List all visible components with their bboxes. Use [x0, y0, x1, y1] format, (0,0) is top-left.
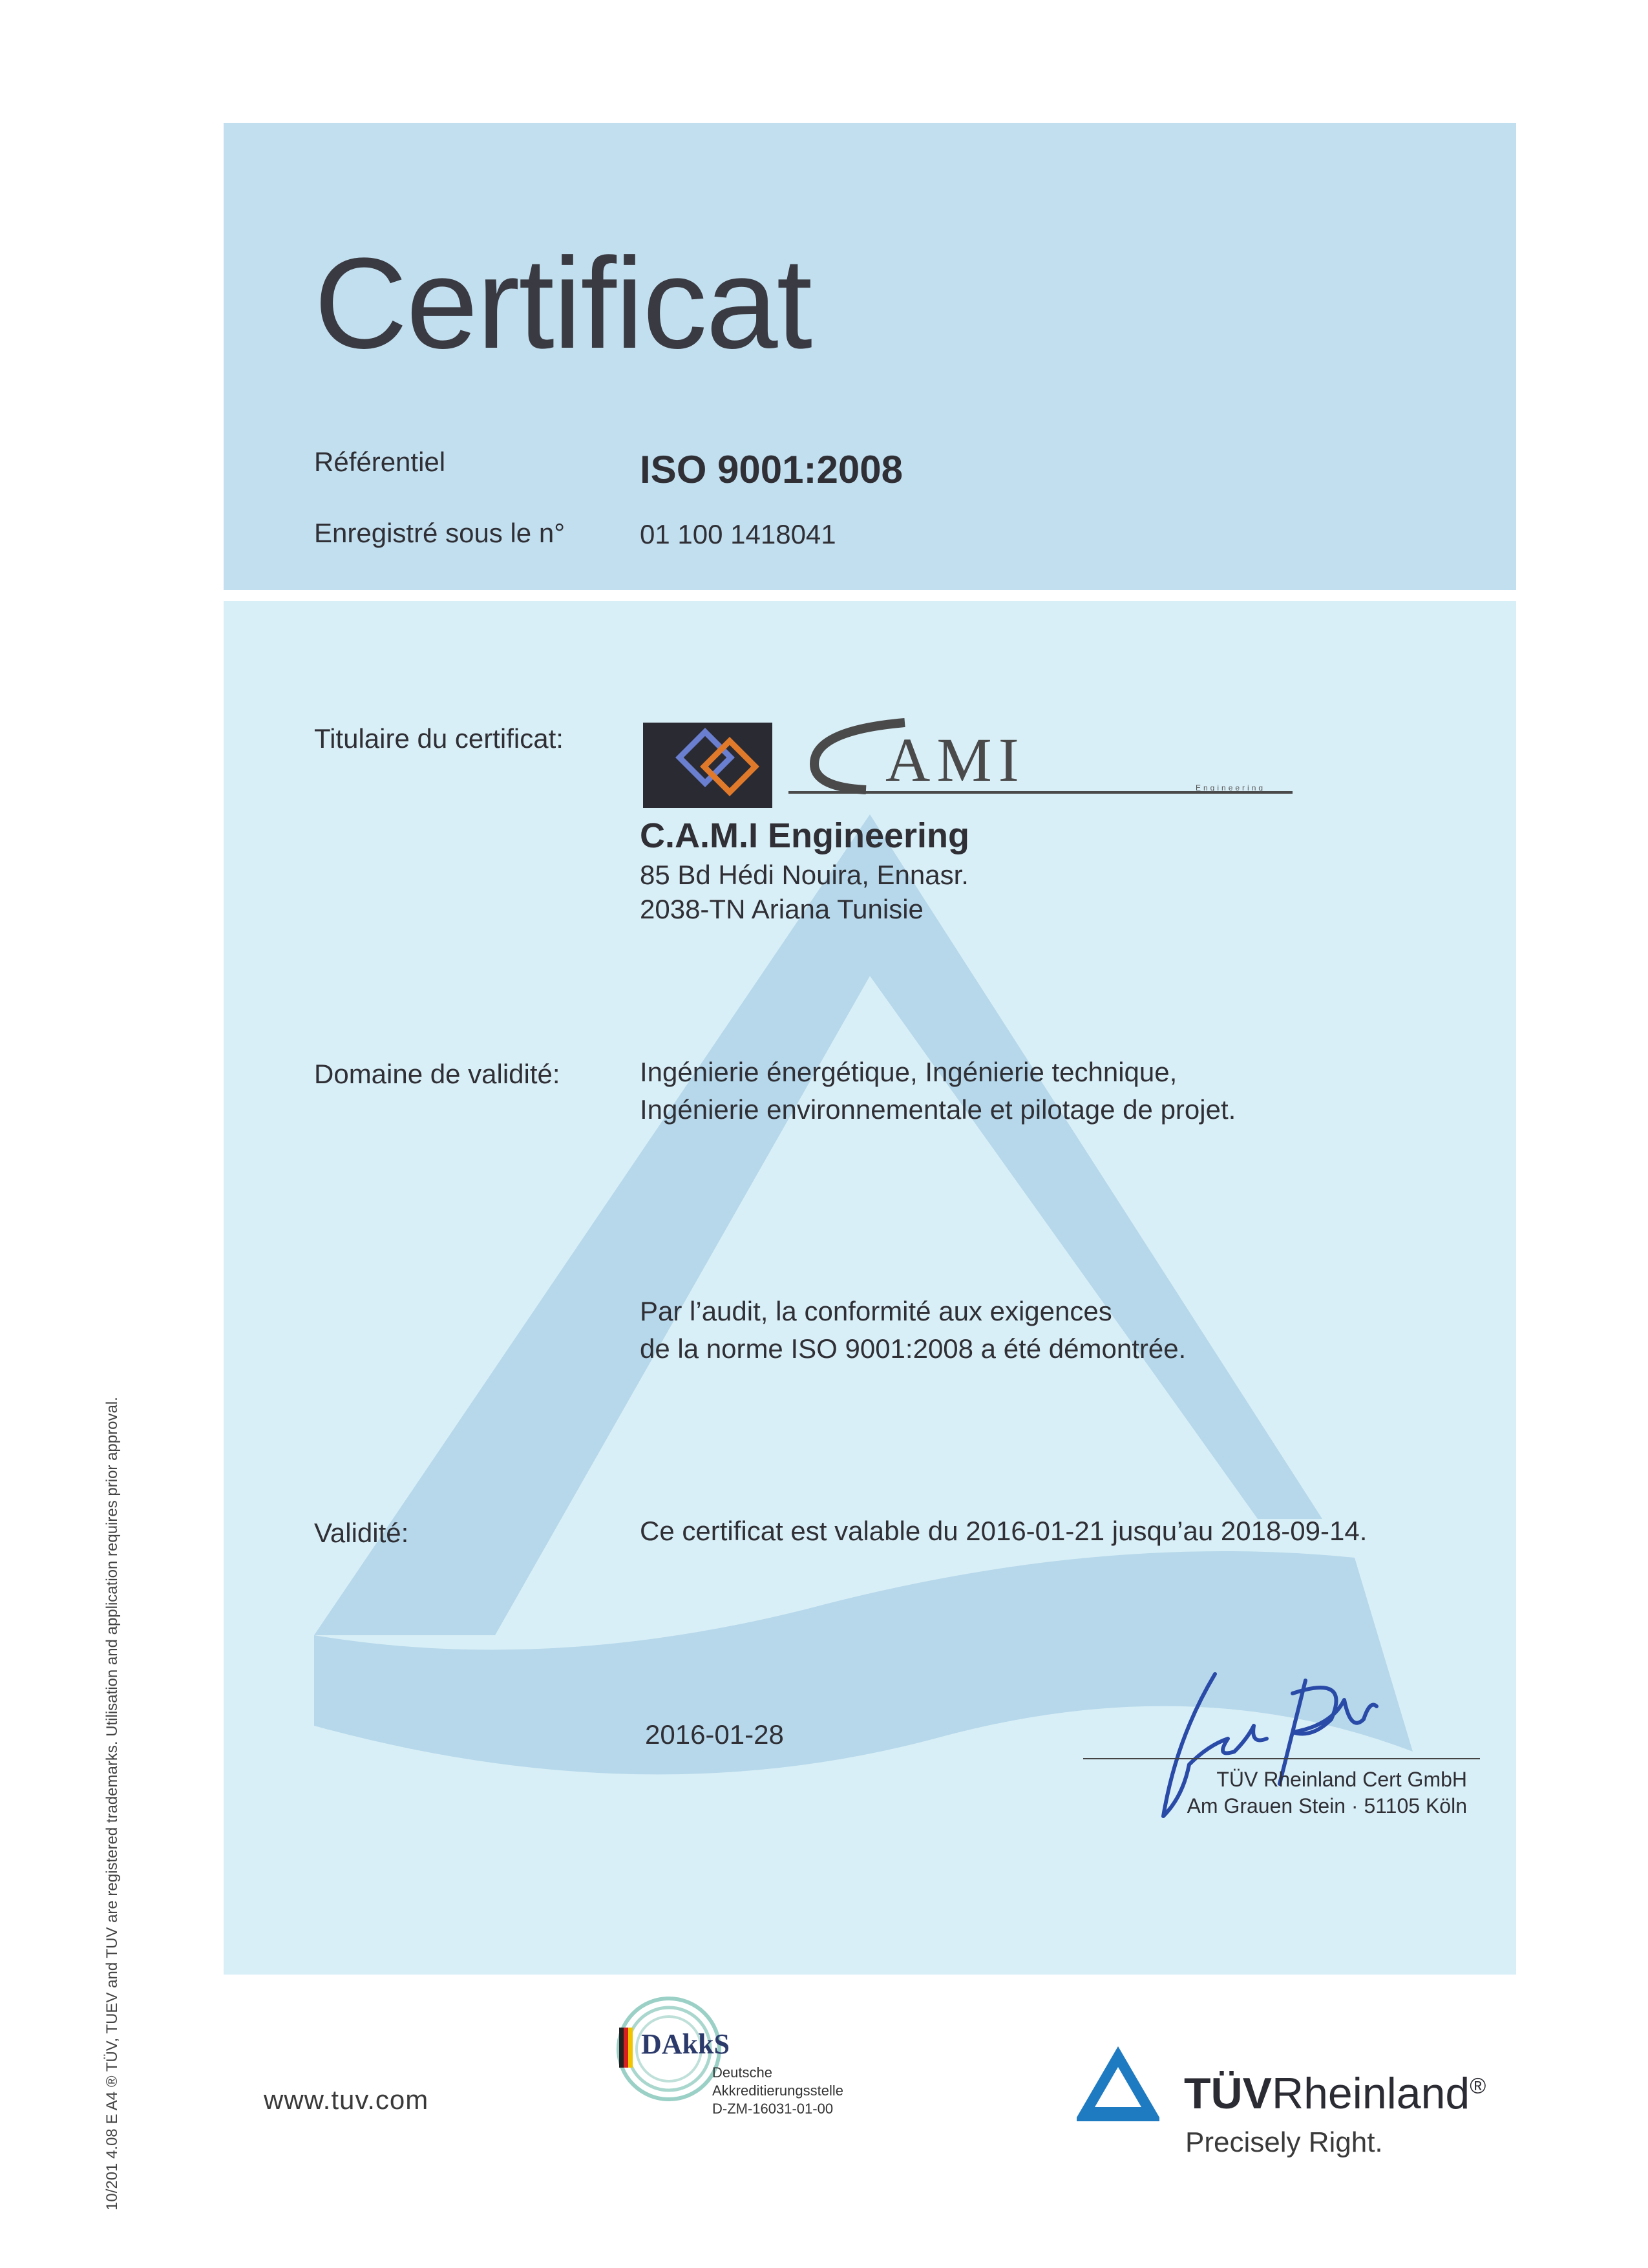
tuv-brand-rest: Rheinland [1272, 2069, 1470, 2118]
issuer-address: Am Grauen Stein · 51105 Köln [1187, 1794, 1467, 1818]
tuv-brand [1184, 2069, 1486, 2118]
company-logo-text: AMI [885, 725, 1026, 794]
validity-label: Validité: [314, 1518, 409, 1548]
company-wordmark [788, 717, 1293, 801]
diamond-logo-icon [643, 723, 772, 808]
website-link[interactable]: www.tuv.com [264, 2084, 429, 2115]
company-logo-subtext: Engineering [1196, 783, 1266, 792]
tuv-brand-registered: ® [1470, 2073, 1486, 2099]
scope-line2: Ingénierie environnementale et pilotage de projet. [640, 1094, 1236, 1125]
certificate-title: Certificat [314, 231, 812, 376]
company-name: C.A.M.I Engineering [640, 816, 970, 855]
registration-number: 01 100 1418041 [640, 519, 836, 549]
scope-label: Domaine de validité: [314, 1059, 560, 1089]
issue-date: 2016-01-28 [645, 1719, 784, 1750]
dakks-line2: Akkreditierungsstelle [712, 2083, 843, 2099]
dakks-title: DAkkS [641, 2028, 730, 2060]
audit-line1: Par l’audit, la conformité aux exigences [640, 1296, 1112, 1326]
dakks-line3: D-ZM-16031-01-00 [712, 2101, 834, 2117]
signature-line [1083, 1758, 1480, 1759]
scope-line1: Ingénierie énergétique, Ingénierie technique, [640, 1057, 1178, 1087]
tuv-tagline: Precisely Right. [1185, 2126, 1383, 2158]
dakks-logo [614, 1994, 885, 2117]
registration-label: Enregistré sous le n° [314, 518, 565, 548]
tuv-triangle-logo-icon [1073, 2042, 1163, 2123]
dakks-line1: Deutsche [712, 2064, 772, 2081]
tuv-brand-bold: TÜV [1184, 2069, 1272, 2118]
issuer-name: TÜV Rheinland Cert GmbH [1216, 1768, 1467, 1791]
audit-line2: de la norme ISO 9001:2008 a été démontrée. [640, 1333, 1187, 1364]
company-address-line2: 2038-TN Ariana Tunisie [640, 894, 924, 924]
referentiel-label: Référentiel [314, 447, 446, 477]
referentiel-value: ISO 9001:2008 [640, 448, 903, 491]
validity-text: Ce certificat est valable du 2016-01-21 jusqu’au 2018-09-14. [640, 1516, 1368, 1546]
company-address-line1: 85 Bd Hédi Nouira, Ennasr. [640, 860, 969, 890]
company-logo-mark [643, 723, 772, 808]
trademark-side-note: 10/201 4.08 E A4 ® TÜV, TUEV and TUV are registered trademarks. Utilisation and application requires prior approval. [103, 1397, 121, 2210]
holder-label: Titulaire du certificat: [314, 723, 564, 754]
